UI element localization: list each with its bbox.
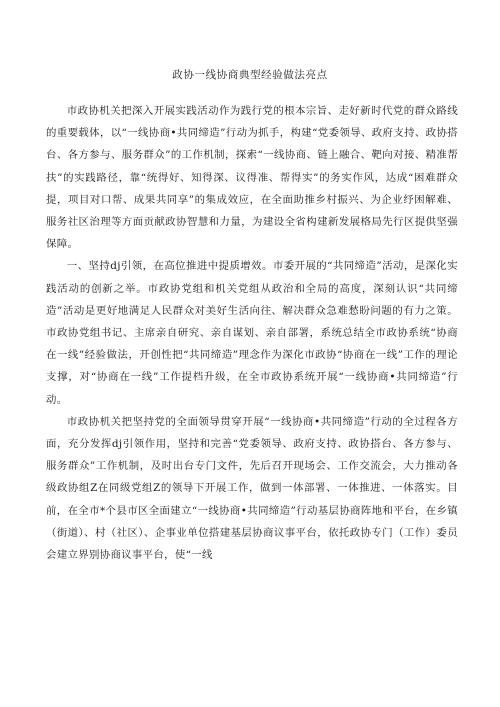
paragraph-3: 市政协机关把坚持党的全面领导贯穿开展“一线协商•共同缔造”行动的全过程各方面，充分发挥dj引领作用，坚持和完善“党委领导、政府支持、政协搭台、各方参与、服务群众”工作机制，及时出台专门文件，先后召开现场会、工作交流会，大力推动各级政协组Z在同级党组Z的领导下开展工作，做到一体部署、一体推进、一体落实。目前，在全市*个县市区全面建立“一线协商•共同缔造”行动基层协商阵地和平台，在乡镇（街道）、村（社区）、企事业单位搭建基层协商议事平台，依托政协专门（工作）委员会建立界别协商议事平台，使“一线 <box>46 415 458 562</box>
document-title: 政协一线协商典型经验做法亮点 <box>172 69 328 81</box>
paragraph-1: 市政协机关把深入开展实践活动作为践行党的根本宗旨、走好新时代党的群众路线的重要载体，以“一线协商•共同缔造”行动为抓手，构建“党委领导、政府支持、政协搭台、各方参与、服务群众”的工作机制，探索“一线协商、链上融合、靶向对接、精准帮扶”的实践路径，靠“统得好、知得深、议得准、帮得实”的务实作风，达成“困难群众提，项目对口帮、成果共同享”的集成效应，在全面助推乡村振兴、为企业纾困解难、服务社区治理等方面贡献政协智慧和力量，为建设全省构建新发展格局先行区提供坚强保障。 <box>46 105 458 251</box>
document-body <box>46 100 458 566</box>
paragraph-2: 一、坚持dj引领，在高位推进中提质增效。市委开展的“共同缔造”活动，是深化实践活动的创新之举。市政协党组和机关党组从政治和全局的高度，深刻认识“共同缔造”活动是更好地满足人民群众对美好生活向往、解决群众急难愁盼问题的有力之策。市政协党组书记、主席亲自研究、亲自谋划、亲自部署，系统总结全市政协系统“协商在一线”经验做法，开创性把“共同缔造”理念作为深化市政协“协商在一线”工作的理论支撑，对“协商在一线”工作提档升级，在全市政协系统开展“一线协商•共同缔造”行动。 <box>46 260 458 406</box>
